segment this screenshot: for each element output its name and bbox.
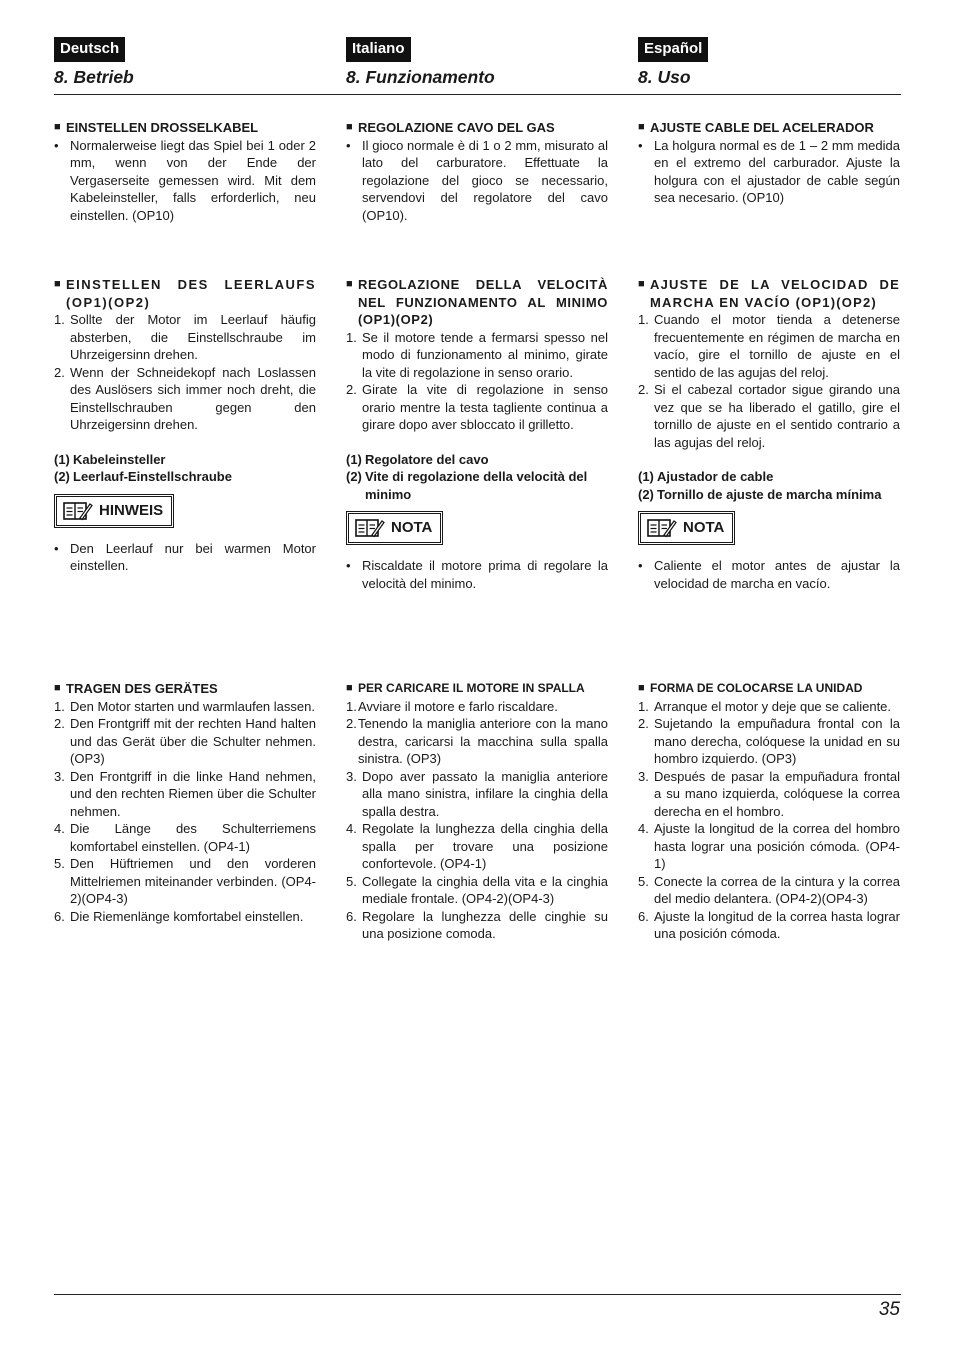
list-item: • Riscaldate il motore prima di regolare la velocità del minimo. (346, 558, 608, 591)
list-item: 1. Se il motore tende a fermarsi spesso nel modo di funzionamento al minimo, girate la vite di regolazione in senso orario. (346, 329, 608, 380)
list-item: 4. Die Länge des Schulterriemens komfortabel einstellen. (OP4-1) (54, 821, 316, 854)
square-marker-icon: ■ (54, 278, 61, 290)
page-number: 35 (878, 1299, 900, 1320)
bullet-list (346, 137, 608, 225)
list-item: 1. Cuando el motor tienda a detenerse frecuentemente en régimen de marcha en vacío, gire el tornillo de ajuste en el sentido de las agujas del reloj. (638, 312, 900, 380)
list-item: 6. Regolare la lunghezza delle cinghie su una posizione comoda. (346, 908, 608, 941)
numbered-list (638, 311, 900, 451)
list-item: 1. Avviare il motore e farlo riscaldare. (346, 698, 558, 714)
note-label: NOTA (391, 519, 433, 537)
section-throttle-cable (346, 119, 608, 224)
square-marker-icon: ■ (638, 278, 645, 290)
bottom-rule (54, 1294, 901, 1295)
list-item: 6. Die Riemenlänge komfortabel einstellen. (54, 908, 304, 924)
label-item: (1) Ajustador de cable (638, 469, 774, 484)
note-book-pencil-icon (647, 518, 677, 538)
list-item: • La holgura normal es de 1 – 2 mm medida en el extremo del carburador. Ajuste la holgura con el ajustador de cable según sea necesario. (OP10) (638, 137, 900, 205)
language-tab: Deutsch (54, 37, 125, 62)
language-tab: Italiano (346, 37, 411, 62)
top-rule (54, 94, 901, 95)
section-throttle-cable (638, 119, 900, 207)
list-item: 6. Ajuste la longitud de la correa hasta lograr una posición cómoda. (638, 908, 900, 941)
note-box (348, 513, 441, 543)
section-heading: ■ EINSTELLEN DES LEERLAUFS (OP1)(OP2) (54, 277, 316, 310)
label-item: (1) Kabeleinsteller (54, 451, 166, 467)
note-label: NOTA (683, 519, 725, 537)
list-item: • Caliente el motor antes de ajustar la velocidad de marcha en vacío. (638, 558, 900, 591)
figure-labels (54, 451, 316, 486)
section-heading: ■ PER CARICARE IL MOTORE IN SPALLA (346, 680, 608, 698)
list-item: 5. Conecte la correa de la cintura y la correa del medio delantera. (OP4-2)(OP4-3) (638, 873, 900, 906)
bullet-list (346, 557, 608, 592)
section-heading: ■ REGOLAZIONE DELLA VELOCITÀ NEL FUNZIONAMENTO AL MINIMO (OP1)(OP2) (346, 277, 608, 327)
list-item: • Normalerweise liegt das Spiel bei 1 oder 2 mm, wenn von der Ende der Vergaserseite gemessen wird. Mit dem Kabeleinsteller, falls erforderlich, neu einstellen. (OP10) (54, 137, 316, 223)
square-marker-icon: ■ (346, 278, 353, 290)
list-item: 2. Si el cabezal cortador sigue girando una vez que se ha liberado el gatillo, gire el tornillo de ajuste en el sentido contrario a las agujas del reloj. (638, 382, 900, 450)
list-item: 1. Sollte der Motor im Leerlauf häufig absterben, die Einstellschraube im Uhrzeigersinn drehen. (54, 312, 316, 362)
label-item: (2) Tornillo de ajuste de marcha mínima (638, 486, 882, 502)
note-book-pencil-icon (355, 518, 385, 538)
section-throttle-cable (54, 119, 316, 224)
section-heading: ■ AJUSTE DE LA VELOCIDAD DE MARCHA EN VACÍO (OP1)(OP2) (638, 277, 900, 310)
chapter-title: 8. Funzionamento (346, 67, 495, 87)
note-book-pencil-icon (63, 501, 93, 521)
bullet-list (54, 540, 316, 575)
list-item: 1. Den Motor starten und warmlaufen lassen. (54, 698, 315, 714)
list-item: 5. Den Hüftriemen und den vorderen Mittelriemen miteinander verbinden. (OP4-2)(OP4-3) (54, 856, 316, 906)
label-item: (1) Regolatore del cavo (346, 451, 489, 467)
note-label: HINWEIS (99, 501, 164, 519)
list-item: 2. Wenn der Schneidekopf nach Loslassen des Auslösers sich immer noch dreht, die Einstellschrauben gegen den Uhrzeigersinn drehen. (54, 364, 316, 432)
section-heading: ■ EINSTELLEN DROSSELKABEL (54, 120, 259, 135)
square-marker-icon: ■ (54, 682, 61, 694)
label-item: (2) Vite di regolazione della velocità del minimo (346, 469, 588, 502)
bullet-list (638, 137, 900, 207)
figure-labels (638, 468, 900, 503)
numbered-list (54, 311, 316, 434)
numbered-list (638, 698, 900, 943)
section-heading: ■ AJUSTE CABLE DEL ACELERADOR (638, 120, 874, 135)
section-carrying (346, 680, 608, 943)
list-item: • Den Leerlauf nur bei warmen Motor einstellen. (54, 540, 316, 573)
list-item: 3. Después de pasar la empuñadura frontal a su mano izquierda, colóquese la correa derecha en el hombro. (638, 768, 900, 819)
square-marker-icon: ■ (638, 121, 645, 133)
list-item: 5. Collegate la cinghia della vita e la cinghia mediale frontale. (OP4-2)(OP4-3) (346, 873, 608, 906)
list-item: 2. Tenendo la maniglia anteriore con la mano destra, caricarsi la macchina sulla spalla sinistra. (OP3) (346, 716, 608, 766)
bullet-list (54, 137, 316, 225)
section-carrying (638, 680, 900, 943)
list-item: 4. Ajuste la longitud de la correa del hombro hasta lograr una posición cómoda. (OP4-1) (638, 821, 900, 871)
list-item: 4. Regolate la lunghezza della cinghia della spalla per trovare una posizione confortevole. (OP4-1) (346, 821, 608, 871)
list-item: 2. Girate la vite di regolazione in senso orario mentre la testa tagliente continua a girare dopo aver sbloccato il grilletto. (346, 382, 608, 432)
section-heading: ■ FORMA DE COLOCARSE LA UNIDAD (638, 680, 900, 698)
section-heading: ■ REGOLAZIONE CAVO DEL GAS (346, 120, 555, 135)
section-carrying (54, 680, 316, 925)
square-marker-icon: ■ (346, 121, 353, 133)
list-item: 3. Dopo aver passato la maniglia anteriore alla mano sinistra, infilare la cinghia della spalla destra. (346, 768, 608, 819)
chapter-title: 8. Uso (638, 67, 691, 87)
section-heading: ■ TRAGEN DES GERÄTES (54, 681, 218, 696)
section-idle-adjustment (638, 276, 900, 592)
square-marker-icon: ■ (346, 682, 353, 694)
section-idle-adjustment (54, 276, 316, 575)
note-box (640, 513, 733, 543)
square-marker-icon: ■ (54, 121, 61, 133)
numbered-list (346, 329, 608, 434)
square-marker-icon: ■ (638, 682, 645, 694)
figure-labels (346, 451, 608, 504)
language-tab: Español (638, 37, 708, 62)
list-item: 1. Arranque el motor y deje que se caliente. (638, 698, 892, 714)
section-idle-adjustment (346, 276, 608, 592)
label-item: (2) Leerlauf-Einstellschraube (54, 469, 232, 484)
list-item: 3. Den Frontgriff in die linke Hand nehmen, und den rechten Riemen über die Schulter nehmen. (54, 768, 316, 819)
numbered-list (346, 698, 608, 943)
list-item: 2. Den Frontgriff mit der rechten Hand halten und das Gerät über die Schulter nehmen. (OP3) (54, 716, 316, 766)
list-item: • Il gioco normale è di 1 o 2 mm, misurato al lato del carburatore. Effettuate la regolazione del gioco se necessario, servendovi del regolatore del cavo (OP10). (346, 137, 608, 223)
numbered-list (54, 698, 316, 926)
chapter-title: 8. Betrieb (54, 67, 134, 87)
note-box (56, 496, 172, 526)
bullet-list (638, 557, 900, 592)
list-item: 2. Sujetando la empuñadura frontal con la mano derecha, colóquese la unidad en su hombro izquierdo. (OP3) (638, 716, 900, 766)
